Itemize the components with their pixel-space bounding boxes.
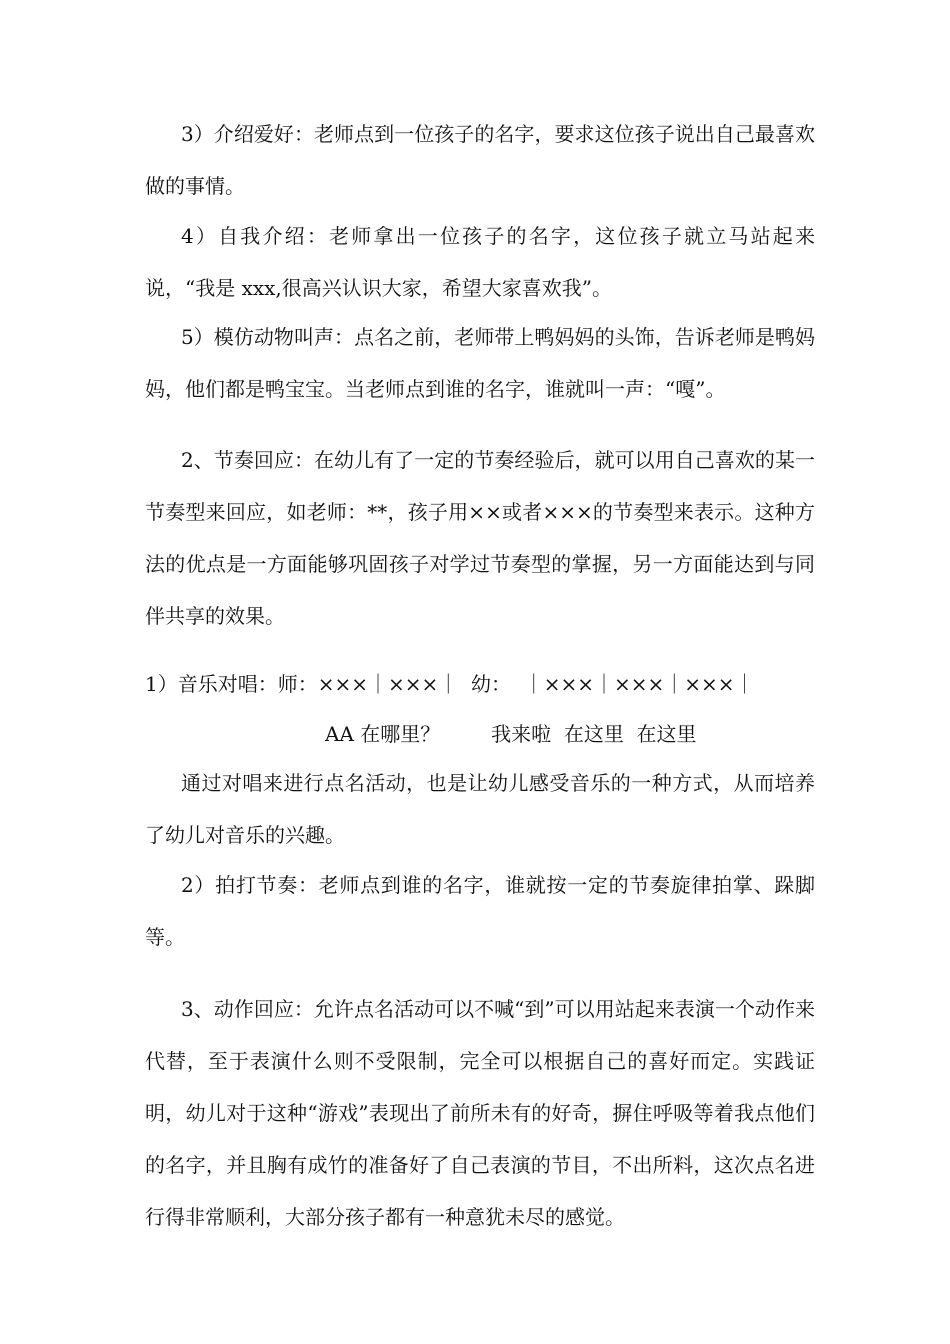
rhythm-notation-line: 1）音乐对唱：师：×××｜×××｜ 幼： ｜×××｜×××｜×××｜	[145, 672, 755, 696]
paragraph-rhythm-response: 2、节奏回应：在幼儿有了一定的节奏经验后，就可以用自己喜欢的某一节奏型来回应，如老师：**，孩子用××或者×××的节奏型来表示。这种方法的优点是一方面能够巩固孩子对学过节奏型的掌握，另一方面能达到与同伴共享的效果。	[145, 448, 815, 628]
paragraph-clap-rhythm: 2）拍打节奏：老师点到谁的名字，谁就按一定的节奏旋律拍掌、跺脚等。	[145, 873, 815, 949]
paragraph-animal-sound: 5）模仿动物叫声：点名之前，老师带上鸭妈妈的头饰，告诉老师是鸭妈妈，他们都是鸭宝宝。当老师点到谁的名字，谁就叫一声：“嘎”。	[145, 325, 815, 401]
lyric-line: AA 在哪里？ 我来啦 在这里 在这里	[325, 722, 697, 746]
paragraph-action-response: 3、动作回应：允许点名活动可以不喊“到”可以用站起来表演一个动作来代替，至于表演什么则不受限制，完全可以根据自己的喜好而定。实践证明，幼儿对于这种“游戏”表现出了前所未有的好奇，摒住呼吸等着我点他们的名字，并且胸有成竹的准备好了自己表演的节目，不出所料，这次点名进行得非常顺利，大部分孩子都有一种意犹未尽的感觉。	[145, 997, 815, 1229]
paragraph-duet-summary: 通过对唱来进行点名活动，也是让幼儿感受音乐的一种方式，从而培养了幼儿对音乐的兴趣。	[145, 771, 815, 847]
paragraph-hobby: 3）介绍爱好：老师点到一位孩子的名字，要求这位孩子说出自己最喜欢做的事情。	[145, 122, 815, 198]
paragraph-self-intro: 4）自我介绍：老师拿出一位孩子的名字，这位孩子就立马站起来说，“我是 xxx,很高兴认识大家，希望大家喜欢我”。	[145, 224, 815, 300]
